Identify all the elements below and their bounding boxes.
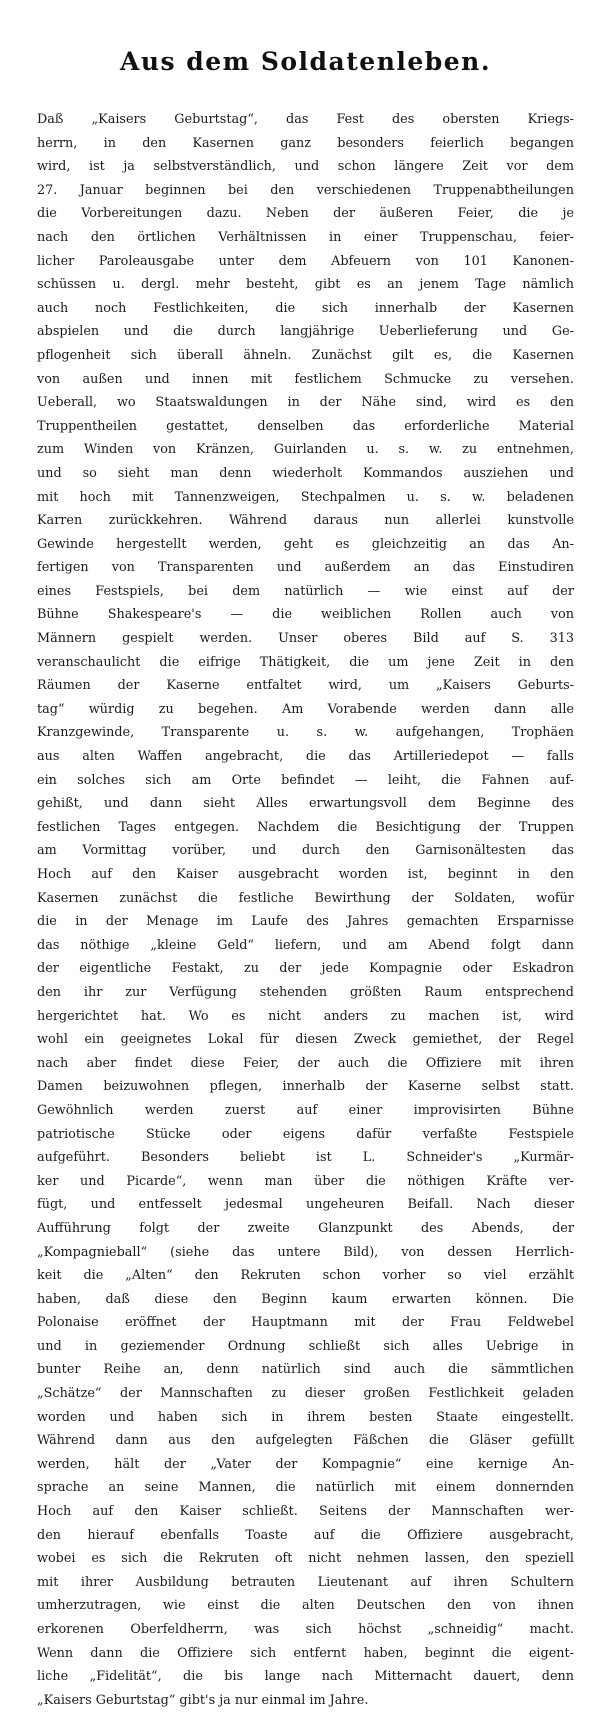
text-line: wohl ein geeignetes Lokal für diesen Zweck gemiethet, der Regel [37, 1032, 574, 1048]
text-line: Kasernen zunächst die festliche Bewirthung der Soldaten, wofür [37, 890, 574, 906]
text-line: patriotische Stücke oder eigens dafür verfaßte Festspiele [37, 1126, 574, 1142]
text-line: Männern gespielt werden. Unser oberes Bild auf S. 313 [37, 631, 574, 647]
text-line: keit die „Alten“ den Rekruten schon vorher so viel erzählt [37, 1268, 574, 1284]
text-line: die in der Menage im Laufe des Jahres gemachten Ersparnisse [37, 914, 574, 930]
text-line: und in geziemender Ordnung schließt sich alles Uebrige in [37, 1338, 574, 1354]
text-line: nach aber findet diese Feier, der auch die Offiziere mit ihren [37, 1055, 574, 1071]
text-line: abspielen und die durch langjährige Ueberlieferung und Ge- [37, 324, 574, 340]
text-line: der eigentliche Festakt, zu der jede Kompagnie oder Eskadron [37, 961, 574, 977]
text-line: Aufführung folgt der zweite Glanzpunkt des Abends, der [37, 1220, 574, 1236]
text-line: herrn, in den Kasernen ganz besonders feierlich begangen [37, 135, 574, 151]
text-line: licher Paroleausgabe unter dem Abfeuern von 101 Kanonen- [37, 253, 574, 269]
text-line: das nöthige „kleine Geld“ liefern, und am Abend folgt dann [37, 937, 574, 953]
text-line: den hierauf ebenfalls Toaste auf die Offiziere ausgebracht, [37, 1527, 574, 1543]
text-line: Truppentheilen gestattet, denselben das erforderliche Material [37, 418, 574, 434]
text-line: Gewöhnlich werden zuerst auf einer improvisirten Bühne [37, 1102, 574, 1118]
text-line: aus alten Waffen angebracht, die das Artilleriedepot — falls [37, 749, 574, 765]
text-line: Wenn dann die Offiziere sich entfernt haben, beginnt die eigent- [37, 1645, 574, 1661]
text-line: Bühne Shakespeare's — die weiblichen Rollen auch von [37, 607, 574, 623]
text-line: ein solches sich am Orte befindet — leiht, die Fahnen auf- [37, 772, 574, 788]
text-line: erkorenen Oberfeldherrn, was sich höchst „schneidig“ macht. [37, 1622, 574, 1637]
text-line: fügt, und entfesselt jedesmal ungeheuren Beifall. Nach dieser [37, 1197, 574, 1213]
text-line: Kranzgewinde, Transparente u. s. w. aufgehangen, Trophäen [37, 725, 574, 741]
text-line: Daß „Kaisers Geburtstag“, das Fest des obersten Kriegs- [37, 112, 574, 127]
text-line: festlichen Tages entgegen. Nachdem die Besichtigung der Truppen [37, 819, 574, 835]
text-line: und so sieht man denn wiederholt Kommandos ausziehen und [37, 465, 574, 481]
text-line: gehißt, und dann sieht Alles erwartungsvoll dem Beginne des [37, 796, 574, 812]
text-line: sprache an seine Mannen, die natürlich mit einem donnernden [37, 1480, 574, 1496]
text-line: pflogenheit sich überall ähneln. Zunächst gilt es, die Kasernen [37, 347, 574, 363]
text-line: bunter Reihe an, denn natürlich sind auch die sämmtlichen [37, 1362, 574, 1378]
text-line: Damen beizuwohnen pflegen, innerhalb der Kaserne selbst statt. [37, 1079, 574, 1095]
text-line: „Kompagnieball“ (siehe das untere Bild), von dessen Herrlich- [37, 1244, 574, 1260]
text-line: werden, hält der „Vater der Kompagnie“ eine kernige An- [37, 1456, 574, 1472]
text-line: 27. Januar beginnen bei den verschiedenen Truppenabtheilungen [37, 182, 574, 198]
text-line: Polonaise eröffnet der Hauptmann mit der Frau Feldwebel [37, 1315, 574, 1331]
text-line: schüssen u. dergl. mehr besteht, gibt es an jenem Tage nämlich [37, 277, 574, 293]
article-body [37, 108, 574, 1712]
text-line: den ihr zur Verfügung stehenden größten Raum entsprechend [37, 984, 574, 1000]
text-line: hergerichtet hat. Wo es nicht anders zu machen ist, wird [37, 1008, 574, 1024]
text-line: nach den örtlichen Verhältnissen in einer Truppenschau, feier- [37, 229, 574, 245]
text-line: haben, daß diese den Beginn kaum erwarten können. Die [37, 1291, 574, 1307]
text-line: Räumen der Kaserne entfaltet wird, um „Kaisers Geburts- [37, 678, 574, 694]
text-line: worden und haben sich in ihrem besten Staate eingestellt. [37, 1409, 574, 1425]
text-line: am Vormittag vorüber, und durch den Garnisonältesten das [37, 843, 574, 859]
text-line: umherzutragen, wie einst die alten Deutschen den von ihnen [37, 1598, 574, 1614]
text-line: die Vorbereitungen dazu. Neben der äußeren Feier, die je [37, 206, 574, 222]
text-line: „Kaisers Geburtstag“ gibt's ja nur einmal im Jahre. [37, 1692, 369, 1708]
text-line: fertigen von Transparenten und außerdem an das Einstudiren [37, 560, 574, 576]
text-line: „Schätze“ der Mannschaften zu dieser großen Festlichkeit geladen [37, 1386, 574, 1402]
text-line: Ueberall, wo Staatswaldungen in der Nähe sind, wird es den [37, 395, 574, 411]
article-title: Aus dem Soldatenleben. [119, 47, 492, 76]
text-line: Hoch auf den Kaiser ausgebracht worden ist, beginnt in den [37, 867, 574, 882]
text-line: tag“ würdig zu begehen. Am Vorabende werden dann alle [37, 701, 574, 717]
text-line: eines Festspiels, bei dem natürlich — wie einst auf der [37, 583, 574, 599]
text-line: Gewinde hergestellt werden, geht es gleichzeitig an das An- [37, 536, 574, 552]
text-line: mit hoch mit Tannenzweigen, Stechpalmen u. s. w. beladenen [37, 489, 574, 505]
text-line: liche „Fidelität“, die bis lange nach Mitternacht dauert, denn [37, 1669, 574, 1685]
text-line: auch noch Festlichkeiten, die sich innerhalb der Kasernen [37, 300, 574, 316]
text-line: von außen und innen mit festlichem Schmucke zu versehen. [37, 371, 574, 387]
text-line: mit ihrer Ausbildung betrauten Lieutenant auf ihren Schultern [37, 1574, 574, 1590]
text-line: veranschaulicht die eifrige Thätigkeit, die um jene Zeit in den [37, 654, 574, 670]
text-line: Karren zurückkehren. Während daraus nun allerlei kunstvolle [37, 513, 574, 529]
text-line: Hoch auf den Kaiser schließt. Seitens der Mannschaften wer- [37, 1504, 574, 1520]
text-line: zum Winden von Kränzen, Guirlanden u. s. w. zu entnehmen, [37, 442, 574, 458]
text-line: wird, ist ja selbstverständlich, und schon längere Zeit vor dem [37, 159, 574, 175]
text-line: aufgeführt. Besonders beliebt ist L. Schneider's „Kurmär- [37, 1150, 574, 1166]
text-line: Während dann aus den aufgelegten Fäßchen die Gläser gefüllt [37, 1433, 574, 1449]
text-line: wobei es sich die Rekruten oft nicht nehmen lassen, den speziell [37, 1551, 574, 1567]
text-line: ker und Picarde“, wenn man über die nöthigen Kräfte ver- [37, 1173, 574, 1189]
